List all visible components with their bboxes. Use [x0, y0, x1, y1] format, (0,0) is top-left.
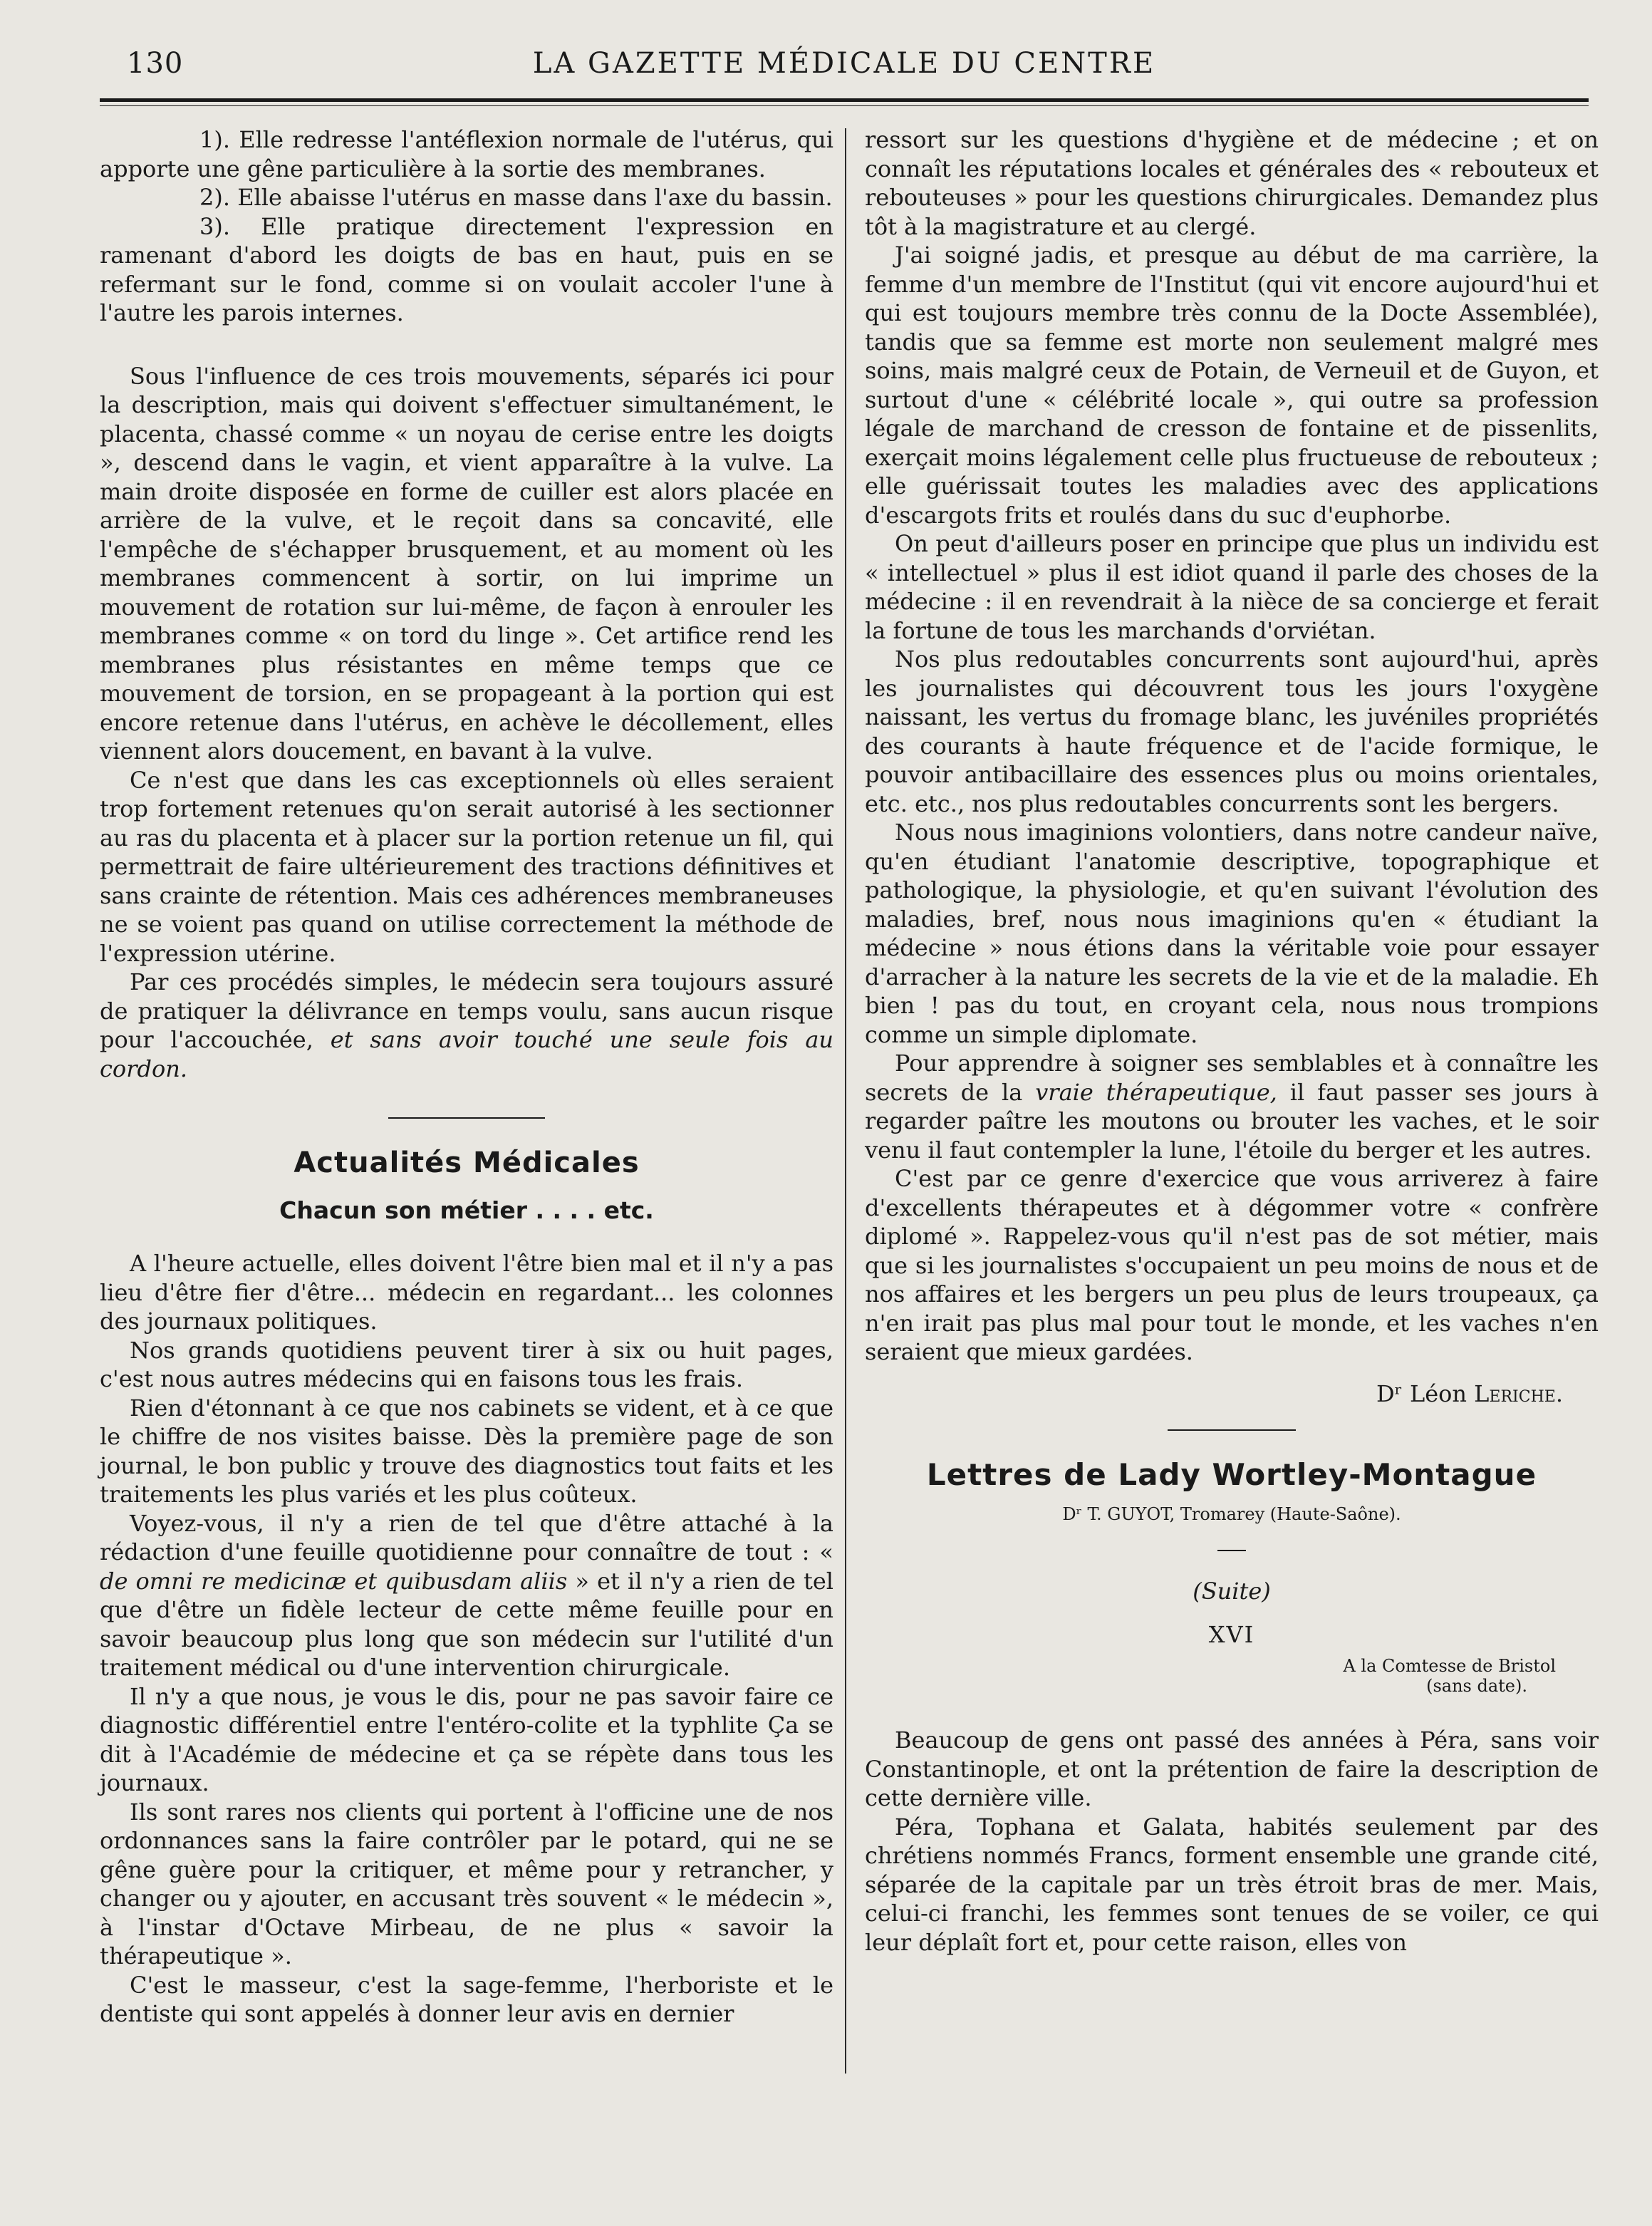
column-divider	[845, 128, 846, 2074]
left-column	[100, 125, 833, 2029]
paragraph: ressort sur les questions d'hygiène et de médecine ; et on connaît les réputations locales et générales des « rebouteux et rebouteuses » pour les questions chirurgicales. Demandez plus tôt à la magistrature et au clergé.	[865, 126, 1599, 240]
page-header	[100, 44, 1589, 87]
header-rule	[100, 98, 1589, 102]
paragraph: Péra, Tophana et Galata, habités seulement par des chrétiens nommés Francs, forment ensemble une grande cité, séparée de la capitale par un très étroit bras de mer. Mais, celui-ci franchi, les femmes sont tenues de se voiler, ce qui leur déplaît fort et, pour cette raison, elles von	[865, 1813, 1599, 1956]
header-rule-thin	[100, 105, 1589, 106]
addressee	[865, 1656, 1556, 1696]
paragraph	[100, 1509, 833, 1682]
paragraph: J'ai soigné jadis, et presque au début de ma carrière, la femme d'un membre de l'Institut (qui vit encore aujourd'hui et qui est toujours membre très connu de la Docte Assemblée), tandis que sa femme est morte non seulement malgré mes soins, mais malgré ceux de Potain, de Verneuil et de Guyon, et surtout d'une « célébrité locale », qui outre sa profession légale de marchand de cresson de fontaine et de pissenlits, exerçait moins légalement celle plus fructueuse de rebouteux ; elle guérissait toutes les maladies avec des applications d'escargots frits et roulés dans du suc d'euphorbe.	[865, 242, 1599, 529]
paragraph: C'est par ce genre d'exercice que vous arriverez à faire d'excellents thérapeutes et à dégommer votre « confrère diplomé ». Rappelez-vous qu'il n'est pas de sot métier, mais que si les journalistes s'occupaient un peu moins de nous et de nos affaires et les bergers un peu plus de leurs troupeaux, ça n'en irait pas plus mal pour tout le monde, et les vaches n'en seraient que mieux gardées.	[865, 1165, 1599, 1365]
section-separator	[388, 1117, 545, 1119]
signature-prefix: Dʳ Léon	[1376, 1379, 1467, 1407]
text-run: Voyez-vous, il n'y a rien de tel que d'être attaché à la rédaction d'une feuille quotidienne pour connaître de tout : «	[100, 1509, 833, 1565]
article-author: Dʳ T. GUYOT, Tromarey (Haute-Saône).	[1062, 1503, 1401, 1524]
signature	[865, 1379, 1563, 1409]
italic-run: et sans avoir touché une seule fois au cordon.	[100, 1026, 834, 1082]
addressee-date: (sans date).	[1426, 1676, 1527, 1696]
continuation-label: (Suite)	[1193, 1578, 1271, 1605]
right-column	[865, 125, 1599, 1957]
paragraph: Sous l'influence de ces trois mouvements, séparés ici pour la description, mais qui doivent s'effectuer simultanément, le placenta, chassé comme « un noyau de cerise entre les doigts », descend dans le vagin, et vient apparaître à la vulve. La main droite disposée en forme de cuiller est alors placée en arrière de la vulve, et le reçoit dans sa concavité, elle l'empêche de s'échapper brusquement, et au moment où les membranes commencent à sortir, on lui imprime un mouvement de rotation sur lui-même, de façon à enrouler les membranes comme « on tord du linge ». Cet artifice rend les membranes plus résistantes en même temps que ce mouvement de torsion, en se propageant à la portion qui est encore retenue dans l'utérus, en achève le décollement, elles viennent alors doucement, en bavant à la vulve.	[100, 362, 833, 765]
section-separator	[1168, 1429, 1296, 1431]
paragraph: 2). Elle abaisse l'utérus en masse dans l'axe du bassin.	[199, 184, 833, 211]
paragraph: C'est le masseur, c'est la sage-femme, l'herboriste et le dentiste qui sont appelés à donner leur avis en dernier	[100, 1971, 833, 2027]
paragraph: 3). Elle pratique directement l'expression en ramenant d'abord les doigts de bas en haut, puis en se refermant sur le fond, comme si on voulait accoler l'une à l'autre les parois internes.	[100, 212, 833, 326]
paragraph: Beaucoup de gens ont passé des années à Péra, sans voir Constantinople, et ont la prétention de faire la description de cette dernière ville.	[865, 1727, 1599, 1811]
italic-run: de omni re medicinæ et quibusdam aliis	[100, 1567, 568, 1595]
paragraph: Il n'y a que nous, je vous le dis, pour ne pas savoir faire ce diagnostic différentiel entre l'entéro-colite et la typhlite Ça se dit à l'Académie de médecine et ça se répète dans tous les journaux.	[100, 1682, 833, 1796]
paragraph: Nos grands quotidiens peuvent tirer à six ou huit pages, c'est nous autres médecins qui en faisons tous les frais.	[100, 1336, 833, 1392]
italic-run: vraie thérapeutique,	[1035, 1078, 1277, 1106]
text-run: » et il n'y a rien de tel que d'être un fidèle lecteur de cette même feuille pour en savoir beaucoup plus long que son médecin sur l'utilité d'un traitement médical ou d'une intervention chirurgicale.	[100, 1567, 834, 1681]
paragraph: Rien d'étonnant à ce que nos cabinets se vident, et à ce que le chiffre de nos visites baisse. Dès la première page de son journal, le bon public y trouve des diagnostics tout faits et les traitements les plus variés et les plus coûteux.	[100, 1394, 833, 1508]
paragraph: Ils sont rares nos clients qui portent à l'officine une de nos ordonnances sans la faire contrôler par le potard, qui ne se gêne guère pour la critiquer, et même pour y retrancher, y changer ou y ajouter, en accusant très souvent « le médecin », à l'instar d'Octave Mirbeau, de ne plus « savoir la thérapeutique ».	[100, 1798, 833, 1969]
section-title: Actualités Médicales	[293, 1146, 640, 1179]
paragraph: On peut d'ailleurs poser en principe que plus un individu est « intellectuel » plus il est idiot quand il parle des choses de la médecine : il en revendrait à la nièce de sa concierge et ferait la fortune de tous les marchands d'orviétan.	[865, 530, 1599, 644]
text-run: Par ces procédés simples, le médecin sera toujours assuré de pratiquer la délivrance en temps voulu, sans aucun risque pour l'accouchée,	[100, 968, 833, 1053]
paragraph: A l'heure actuelle, elles doivent l'être bien mal et il n'y a pas lieu d'être fier d'être... médecin en regardant... les colonnes des journaux politiques.	[100, 1250, 833, 1335]
article-title: Lettres de Lady Wortley-Montague	[926, 1457, 1537, 1492]
page-number: 130	[127, 47, 184, 80]
paragraph: Ce n'est que dans les cas exceptionnels où elles seraient trop fortement retenues qu'on serait autorisé à les sectionner au ras du placenta et à placer sur la portion retenue un fil, qui permettrait de faire ultérieurement des tractions définitives et sans crainte de rétention. Mais ces adhérences membraneuses ne se voient pas quand on utilise correctement la méthode de l'expression utérine.	[100, 766, 833, 967]
paragraph	[100, 968, 833, 1083]
section-subtitle: Chacun son métier . . . . etc.	[279, 1196, 654, 1224]
text-run: il faut passer ses jours à regarder paître les moutons ou brouter les vaches, et le soir venu il faut contempler la lune, l'étoile du berger et les autres.	[865, 1078, 1599, 1164]
paragraph: Nous nous imaginions volontiers, dans notre candeur naïve, qu'en étudiant l'anatomie descriptive, topographique et pathologique, la physiologie, et qu'en suivant l'évolution des maladies, bref, nous nous imaginions qu'en « étudiant la médecine » nous étions dans la véritable voie pour essayer d'arracher à la nature les secrets de la vie et de la maladie. Eh bien ! pas du tout, en croyant cela, nous nous trompions comme un simple diplomate.	[865, 819, 1599, 1048]
spacer	[100, 328, 833, 362]
running-title: LA GAZETTE MÉDICALE DU CENTRE	[532, 47, 1156, 80]
addressee-line: A la Comtesse de Bristol	[1343, 1656, 1556, 1676]
title-rule	[1217, 1550, 1246, 1551]
letter-number: XVI	[1208, 1620, 1255, 1648]
paragraph	[865, 1049, 1599, 1164]
paragraph: 1). Elle redresse l'antéflexion normale de l'utérus, qui apporte une gêne particulière à la sortie des membranes.	[100, 126, 833, 182]
text-run: Pour apprendre à soigner ses semblables et à connaître les secrets de la	[865, 1050, 1599, 1106]
paragraph: Nos plus redoutables concurrents sont aujourd'hui, après les journalistes qui découvrent tous les jours l'oxygène naissant, les vertus du fromage blanc, les juvéniles propriétés des courants à haute fréquence et de l'acide formique, le pouvoir antibacillaire des essences plus ou moins orientales, etc. etc., nos plus redoutables concurrents sont les bergers.	[865, 646, 1599, 817]
signature-name: Leriche.	[1474, 1379, 1563, 1407]
